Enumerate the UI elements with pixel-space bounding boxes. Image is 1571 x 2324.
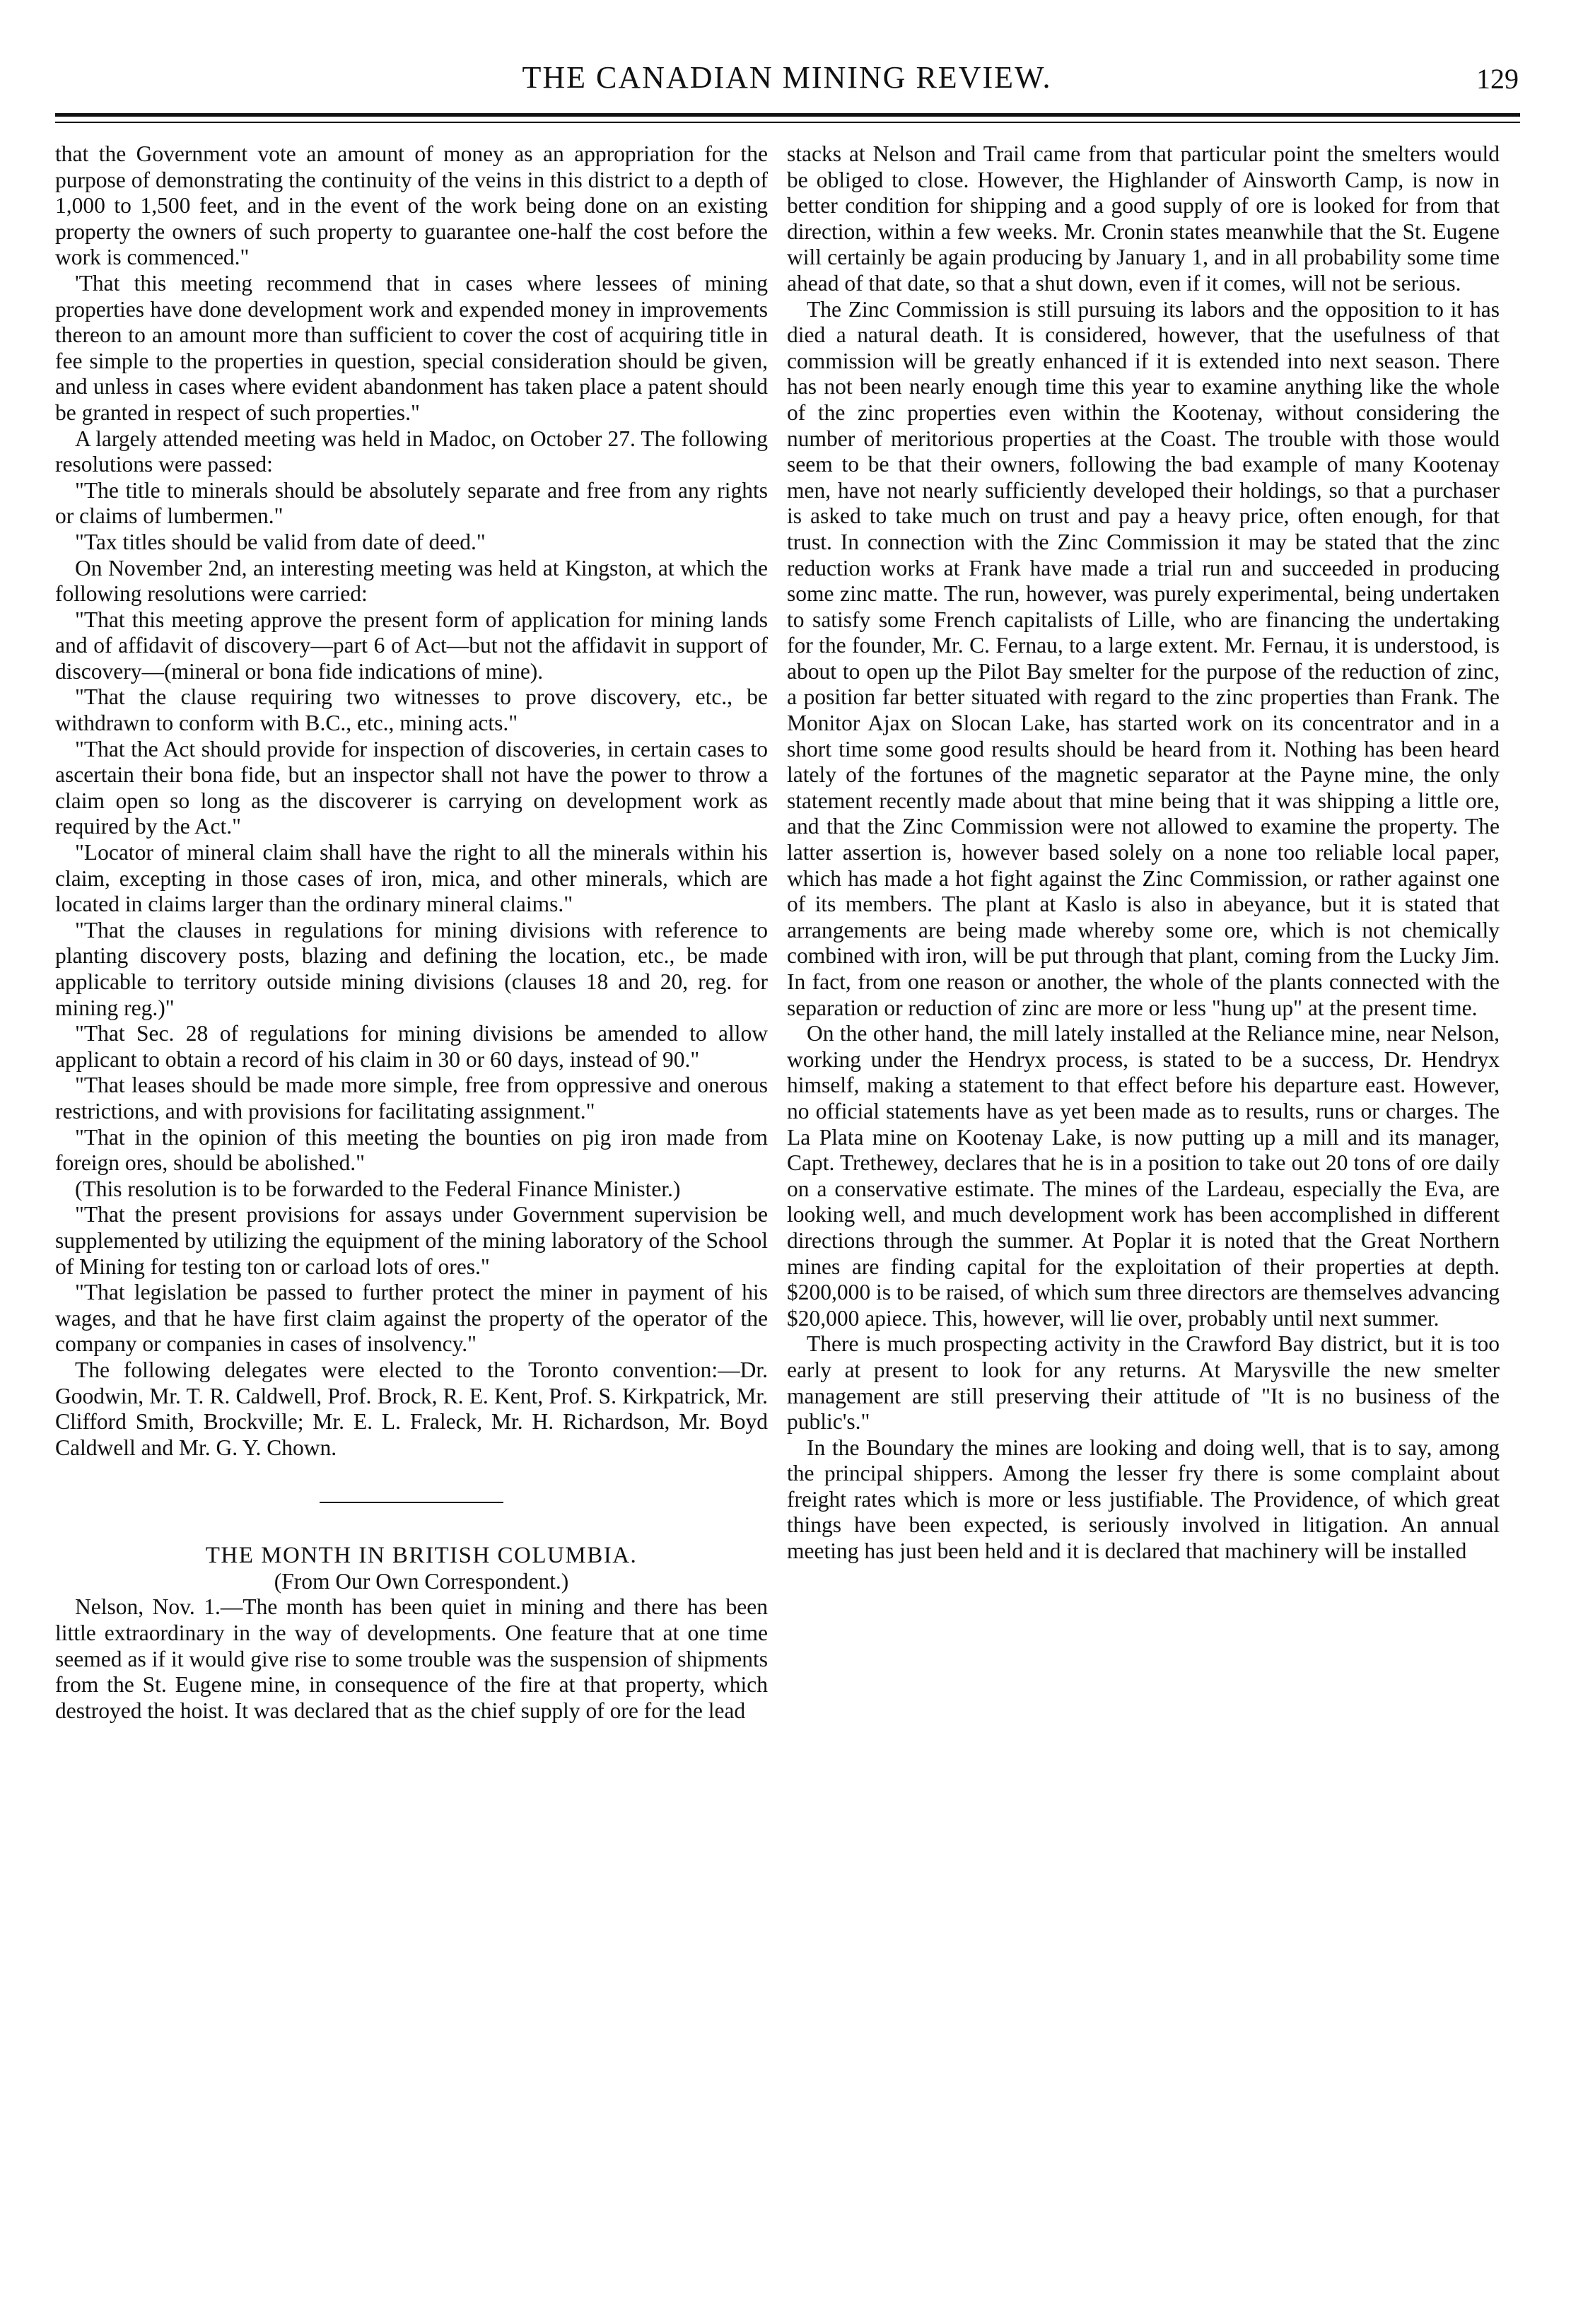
right-column <box>787 141 1500 1565</box>
paragraph: "That legislation be passed to further protect the miner in payment of his wages, and that he have first claim against the property of the operator of the company or companies in cases of insolvency." <box>55 1280 768 1357</box>
paragraph: On November 2nd, an interesting meeting was held at Kingston, at which the following resolutions were carried: <box>55 555 768 607</box>
paragraph: stacks at Nelson and Trail came from that particular point the smelters would be obliged to close. However, the Highlander of Ainsworth Camp, is now in better condition for shipping and a good supply of ore is looked for from that direction, within a few weeks. Mr. Cronin states meanwhile that the St. Eugene will certainly be again producing by January 1, and in all probability some time ahead of that date, so that a shut down, even if it comes, will not be serious. <box>787 141 1500 296</box>
paragraph: "That Sec. 28 of regulations for mining divisions be amended to allow applicant to obtain a record of his claim in 30 or 60 days, instead of 90." <box>55 1021 768 1072</box>
paragraph: "That in the opinion of this meeting the bounties on pig iron made from foreign ores, should be abolished." <box>55 1124 768 1176</box>
paragraph: "That this meeting approve the present form of application for mining lands and of affidavit of discovery—part 6 of Act—but not the affidavit in support of discovery—(mineral or bona fide indications of mine). <box>55 607 768 684</box>
header-rule-thick <box>55 113 1520 117</box>
section-title: THE MONTH IN BRITISH COLUMBIA. <box>205 1543 638 1569</box>
paragraph: that the Government vote an amount of money as an appropriation for the purpose of demonstrating the continuity of the veins in this district to a depth of 1,000 to 1,500 feet, and in the event of the work being done on an existing property the owners of such property to guarantee one-half the cost before the work is commenced." <box>55 141 768 270</box>
section-divider <box>320 1502 503 1503</box>
paragraph: 'That this meeting recommend that in cases where lessees of mining properties have done development work and expended money in improvements thereon to an amount more than sufficient to cover the cost of acquiring title in fee simple to the properties in question, special consideration should be given, and unless in cases where evident abandonment has taken place a patent should be granted in respect of such properties." <box>55 270 768 425</box>
paragraph: The following delegates were elected to the Toronto convention:—Dr. Goodwin, Mr. T. R. Caldwell, Prof. Brock, R. E. Kent, Prof. S. Kirkpatrick, Mr. Clifford Smith, Brockville; Mr. E. L. Fraleck, Mr. H. Richardson, Mr. Boyd Caldwell and Mr. G. Y. Chown. <box>55 1357 768 1460</box>
header-rule-thin <box>55 122 1520 123</box>
paragraph: "That leases should be made more simple, free from oppressive and onerous restrictions, and with provisions for facilitating assignment." <box>55 1073 768 1123</box>
paragraph: "That the Act should provide for inspection of discoveries, in certain cases to ascertain their bona fide, but an inspector shall not have the power to throw a claim open so long as the discoverer is carrying on development work as required by the Act." <box>55 736 768 839</box>
paragraph: "That the present provisions for assays under Government supervision be supplemented by utilizing the equipment of the mining laboratory of the School of Mining for testing ton or carload lots of ores." <box>55 1202 768 1279</box>
paragraph: "The title to minerals should be absolutely separate and free from any rights or claims of lumbermen." <box>55 477 768 529</box>
paragraph: There is much prospecting activity in the Crawford Bay district, but it is too early at present to look for any returns. At Marysville the new smelter management are still preserving their attitude of "It is no business of the public's." <box>787 1331 1500 1435</box>
paragraph: "That the clauses in regulations for mining divisions with reference to planting discovery posts, blazing and defining the location, etc., be made applicable to territory outside mining divisions (clauses 18 and 20, reg. for mining reg.)" <box>55 917 768 1020</box>
paragraph: The Zinc Commission is still pursuing its labors and the opposition to it has died a natural death. It is considered, however, that the usefulness of that commission will be greatly enhanced if it is extended into next season. There has not been nearly enough time this year to examine anything like the whole of the zinc properties even within the Kootenay, without considering the number of meritorious properties at the Coast. The trouble with those would seem to be that their owners, following the bad example of many Kootenay men, have not nearly sufficiently developed their holdings, so that a purchaser is asked to take much on trust and pay a heavy price, often enough, for that trust. In connection with the Zinc Commission it may be stated that the zinc reduction works at Frank have made a trial run and succeeded in producing some zinc matte. The run, however, was purely experimental, being undertaken to satisfy some French capitalists of Lille, who are financing the undertaking for the founder, Mr. C. Fernau, to a large extent. Mr. Fernau, it is understood, is about to open up the Pilot Bay smelter for the purpose of the reduction of zinc, a position far better situated with regard to the zinc properties than Frank. The Monitor Ajax on Slocan Lake, has started work on its concentrator and in a short time some good results should be heard from it. Nothing has been heard lately of the fortunes of the magnetic separator at the Payne mine, the only statement recently made about that mine being that it was shipping a little ore, and that the Zinc Commission were not allowed to examine the property. The latter assertion is, however based solely on a none too reliable local paper, which has made a hot fight against the Zinc Commission, or rather against one of its members. The plant at Kaslo is also in abeyance, but it is stated that arrangements are being made whereby some ore, which is not chemically combined with iron, will be put through that plant, coming from the Lucky Jim. In fact, from one reason or another, the whole of the plants connected with the separation or reduction of zinc are more or less "hung up" at the present time. <box>787 296 1500 1020</box>
page-number: 129 <box>1476 63 1519 95</box>
paragraph: "Locator of mineral claim shall have the right to all the minerals within his claim, excepting in those cases of iron, mica, and other minerals, which are located in claims larger than the ordinary mineral claims." <box>55 840 768 917</box>
paragraph: A largely attended meeting was held in Madoc, on October 27. The following resolutions were passed: <box>55 426 768 477</box>
running-title: THE CANADIAN MINING REVIEW. <box>522 60 1052 95</box>
page-header <box>55 55 1519 105</box>
paragraph: "That the clause requiring two witnesses to prove discovery, etc., be withdrawn to conform with B.C., etc., mining acts." <box>55 684 768 736</box>
left-column <box>55 141 768 1724</box>
paragraph: On the other hand, the mill lately installed at the Reliance mine, near Nelson, working under the Hendryx process, is stated to be a success, Dr. Hendryx himself, making a statement to that effect before his departure east. However, no official statements have as yet been made as to results, runs or charges. The La Plata mine on Kootenay Lake, is now putting up a mill and its manager, Capt. Trethewey, declares that he is in a position to take out 20 tons of ore daily on a conservative estimate. The mines of the Lardeau, especially the Eva, are looking well, and much development work has been accomplished in different directions through the summer. At Poplar it is noted that the Great Northern mines are finding capital for the exploitation of their properties at depth. $200,000 is to be raised, of which sum three directors are themselves advancing $20,000 apiece. This, however, will lie over, probably until next summer. <box>787 1021 1500 1331</box>
paragraph: (This resolution is to be forwarded to the Federal Finance Minister.) <box>75 1176 681 1201</box>
paragraph: "Tax titles should be valid from date of deed." <box>75 529 486 554</box>
paragraph: In the Boundary the mines are looking and doing well, that is to say, among the principal shippers. Among the lesser fry there is some complaint about freight rates which is more or less justifiable. The Providence, of which great things have been expected, is seriously involved in litigation. An annual meeting has just been held and it is declared that machinery will be installed <box>787 1435 1500 1564</box>
paragraph: Nelson, Nov. 1.—The month has been quiet in mining and there has been little extraordinary in the way of developments. One feature that at one time seemed as if it would give rise to some trouble was the suspension of shipments from the St. Eugene mine, in consequence of the fire at that property, which destroyed the hoist. It was declared that as the chief supply of ore for the lead <box>55 1594 768 1723</box>
section-byline: (From Our Own Correspondent.) <box>274 1568 569 1594</box>
